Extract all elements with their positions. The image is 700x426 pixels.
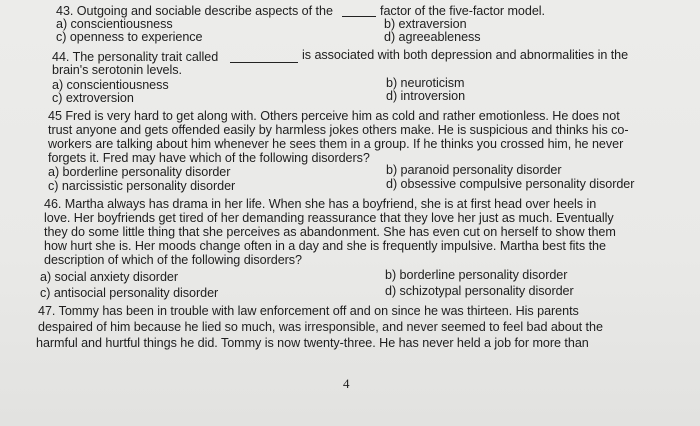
q45-option-a: a) borderline personality disorder <box>48 165 231 179</box>
q46-option-c: c) antisocial personality disorder <box>40 286 219 300</box>
q46-text-line-1: 46. Martha always has drama in her life. When she has a boyfriend, she is at first head over heels in <box>44 197 597 211</box>
q43-option-b: b) extraversion <box>384 17 467 31</box>
q44-option-a: a) conscientiousness <box>52 78 169 92</box>
q44-stem-part3: brain's serotonin levels. <box>52 63 182 77</box>
q45-option-d: d) obsessive compulsive personality disorder <box>386 177 635 191</box>
q46-option-d: d) schizotypal personality disorder <box>385 284 574 298</box>
q45-option-b: b) paranoid personality disorder <box>386 163 562 177</box>
q46-text-line-5: description of which of the following disorders? <box>44 253 303 267</box>
q45-option-c: c) narcissistic personality disorder <box>48 179 236 193</box>
q43-option-a: a) conscientiousness <box>56 17 173 31</box>
q43-option-c: c) openness to experience <box>56 30 203 44</box>
q46-text-line-2: love. Her boyfriends get tired of her demanding reassurance that they love her just as much. Eventually <box>44 211 614 225</box>
q44-option-c: c) extroversion <box>52 91 134 105</box>
q43-stem-part1: 43. Outgoing and sociable describe aspects of the <box>56 4 333 18</box>
q46-option-b: b) borderline personality disorder <box>385 268 568 282</box>
q45-text-line-2: trust anyone and gets offended easily by harmless jokes others make. He is suspicious and thinks his co- <box>48 123 629 137</box>
q46-option-a: a) social anxiety disorder <box>40 270 178 284</box>
q43-option-d: d) agreeableness <box>384 30 481 44</box>
q47-text-line-2: despaired of him because he lied so much, was irresponsible, and never seemed to feel bad about the <box>38 320 603 334</box>
q43-stem-part2: factor of the five-factor model. <box>380 4 545 18</box>
q47-text-line-1: 47. Tommy has been in trouble with law enforcement off and on since he was thirteen. His parents <box>38 304 579 318</box>
q44-answer-blank <box>230 52 298 63</box>
q46-text-line-3: they do some little thing that she perceives as abandonment. She has even cut on herself to show them <box>44 225 616 239</box>
q46-text-line-4: how hurt she is. Her moods change often in a day and she is frequently impulsive. Martha best fits the <box>44 239 606 253</box>
q45-text-line-3: workers are talking about him whenever he sees them in a group. If he thinks you crossed him, he never <box>48 137 624 151</box>
q44-option-b: b) neuroticism <box>386 76 465 90</box>
q45-text-line-4: forgets it. Fred may have which of the following disorders? <box>48 151 370 165</box>
q43-answer-blank <box>342 6 376 17</box>
q45-text-line-1: 45 Fred is very hard to get along with. Others perceive him as cold and rather emotionless. He does not <box>48 109 620 123</box>
page-number: 4 <box>343 376 350 391</box>
q44-stem-part1: 44. The personality trait called <box>52 50 219 64</box>
q44-option-d: d) introversion <box>386 89 466 103</box>
q47-text-line-3: harmful and hurtful things he did. Tommy is now twenty-three. He has never held a job for more than <box>36 336 589 350</box>
q44-stem-part2: is associated with both depression and abnormalities in the <box>302 48 629 62</box>
